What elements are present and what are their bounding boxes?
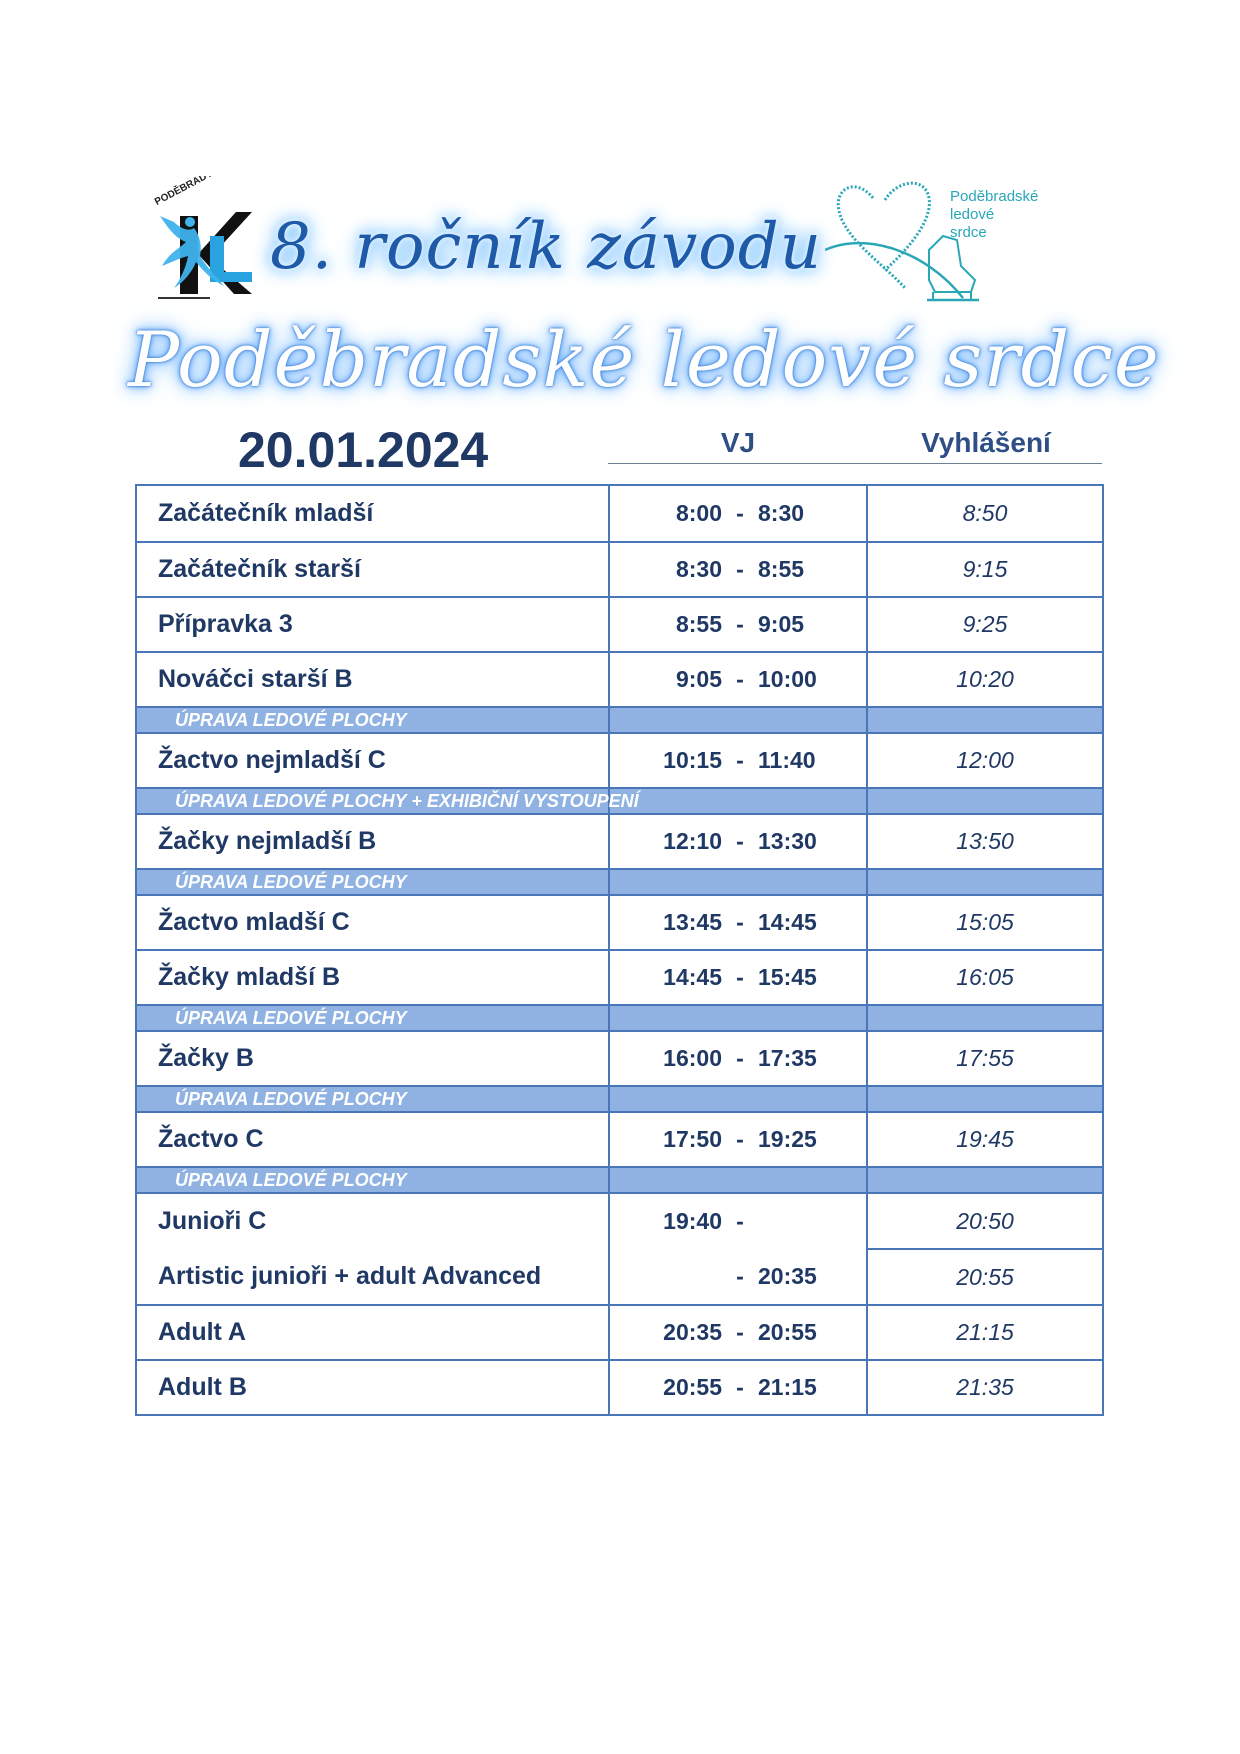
award-time: 17:55 (956, 1045, 1014, 1071)
award-cell (868, 1361, 1102, 1414)
award-cell (868, 734, 1102, 787)
break-cell (137, 708, 610, 732)
category-name: Žačky B (158, 1044, 254, 1072)
end-time: 17:35 (758, 1045, 817, 1071)
category-cell (137, 951, 610, 1004)
category-cell (137, 1194, 610, 1304)
award-cell (868, 1032, 1102, 1085)
category-name: Žactvo C (158, 1125, 264, 1153)
time-dash: - (736, 556, 744, 582)
break-award-cell (868, 1006, 1102, 1030)
break-award-cell (868, 789, 1102, 813)
break-time-cell (610, 1087, 868, 1111)
time-dash: - (736, 666, 744, 692)
ice-resurfacing-row (137, 1085, 1102, 1111)
award-cell (868, 598, 1102, 651)
time-dash: - (736, 500, 744, 526)
end-time: 21:15 (758, 1374, 817, 1400)
break-cell (137, 789, 639, 813)
award-time: 8:50 (962, 500, 1008, 526)
category-cell (137, 486, 610, 541)
award-time: 19:45 (956, 1126, 1014, 1152)
end-time: 15:45 (758, 964, 817, 990)
award-cell (868, 951, 1102, 1004)
table-row (137, 1111, 1102, 1166)
time-dash: - (736, 1045, 744, 1071)
category-name: Adult B (158, 1373, 247, 1401)
award-time: 10:20 (956, 666, 1014, 692)
award-cell (868, 896, 1102, 949)
table-row (137, 1359, 1102, 1414)
start-time: 20:55 (663, 1374, 722, 1400)
table-row (137, 1030, 1102, 1085)
category-name: Žačky nejmladší B (158, 827, 377, 855)
category-name: Žactvo nejmladší C (158, 746, 386, 774)
table-row (137, 486, 1102, 541)
category-name: Adult A (158, 1318, 246, 1346)
table-row (137, 651, 1102, 706)
time-cell (610, 1194, 868, 1304)
time-dash: - (736, 1319, 744, 1345)
logo-text: PODĚBRADY (153, 176, 215, 208)
category-name: Žactvo mladší C (158, 908, 350, 936)
schedule-table (135, 484, 1104, 1416)
award-time: 16:05 (956, 964, 1014, 990)
category-cell (137, 896, 610, 949)
table-row (137, 1304, 1102, 1359)
category-cell (137, 734, 610, 787)
category-cell (137, 598, 610, 651)
break-label: ÚPRAVA LEDOVÉ PLOCHY (175, 1088, 407, 1109)
start-time: 9:05 (675, 666, 722, 692)
end-time: 8:30 (758, 500, 805, 526)
table-row (137, 732, 1102, 787)
start-time: 8:55 (675, 611, 722, 637)
break-time-cell (610, 789, 868, 813)
start-time: 14:45 (663, 964, 722, 990)
logo-line-3: srdce (950, 224, 987, 241)
time-cell (610, 543, 868, 596)
award-cell (868, 543, 1102, 596)
ice-resurfacing-row (137, 868, 1102, 894)
category-name: Začátečník starší (158, 555, 361, 583)
category-name: Junioři C (158, 1207, 267, 1235)
time-cell (610, 951, 868, 1004)
start-time: 8:00 (675, 500, 722, 526)
end-time: 8:55 (758, 556, 805, 582)
break-award-cell (868, 1087, 1102, 1111)
break-award-cell (868, 1168, 1102, 1192)
start-time: 19:40 (663, 1208, 722, 1234)
end-time: 19:25 (758, 1126, 817, 1152)
break-label: ÚPRAVA LEDOVÉ PLOCHY (175, 1007, 407, 1028)
table-row (137, 541, 1102, 596)
club-logo (140, 176, 270, 308)
break-award-cell (868, 708, 1102, 732)
category-cell (137, 653, 610, 706)
header-divider (608, 463, 1102, 464)
award-cell (868, 815, 1102, 868)
time-cell (610, 1306, 868, 1359)
break-label: ÚPRAVA LEDOVÉ PLOCHY (175, 871, 407, 892)
break-cell (137, 870, 610, 894)
break-time-cell (610, 1168, 868, 1192)
award-time: 12:00 (956, 747, 1014, 773)
category-cell (137, 815, 610, 868)
time-cell (610, 1113, 868, 1166)
break-label: ÚPRAVA LEDOVÉ PLOCHY (175, 709, 407, 730)
break-cell (137, 1087, 610, 1111)
end-time: 10:00 (758, 666, 817, 692)
time-cell (610, 1032, 868, 1085)
time-dash: - (736, 828, 744, 854)
start-time: 10:15 (663, 747, 722, 773)
category-name: Nováčci starší B (158, 665, 353, 693)
time-dash: - (736, 611, 744, 637)
time-cell (610, 1361, 868, 1414)
award-cell (868, 486, 1102, 541)
category-name: Začátečník mladší (158, 499, 374, 527)
start-time: 13:45 (663, 909, 722, 935)
category-cell (137, 543, 610, 596)
time-dash: - (736, 1208, 744, 1234)
event-subtitle: 8. ročník závodu (270, 210, 822, 284)
award-time: 9:25 (962, 611, 1008, 637)
award-time: 20:55 (956, 1263, 1014, 1290)
event-date: 20.01.2024 (238, 422, 489, 478)
column-header-award: Vyhlášení (921, 427, 1051, 458)
table-row (137, 949, 1102, 1004)
start-time: 20:35 (663, 1319, 722, 1345)
end-time: 13:30 (758, 828, 817, 854)
start-time: 12:10 (663, 828, 722, 854)
event-logo (825, 170, 1065, 320)
event-title: Poděbradské ledové srdce (128, 315, 1160, 404)
category-cell (137, 1361, 610, 1414)
time-dash: - (736, 964, 744, 990)
award-time: 9:15 (962, 556, 1008, 582)
end-time: 20:35 (758, 1263, 817, 1289)
logo-line-2: ledové (950, 206, 995, 223)
time-dash: - (736, 747, 744, 773)
time-cell (610, 653, 868, 706)
award-time: 21:15 (956, 1319, 1014, 1345)
end-time: 9:05 (758, 611, 805, 637)
end-time: 20:55 (758, 1319, 817, 1345)
award-time: 13:50 (956, 828, 1014, 854)
time-cell (610, 734, 868, 787)
award-cell (868, 1306, 1102, 1359)
time-dash: - (736, 1263, 744, 1289)
time-cell (610, 598, 868, 651)
table-row (137, 894, 1102, 949)
start-time: 16:00 (663, 1045, 722, 1071)
table-row (137, 596, 1102, 651)
award-cell (868, 653, 1102, 706)
award-time: 21:35 (956, 1374, 1014, 1400)
ice-resurfacing-row (137, 1004, 1102, 1030)
time-dash: - (736, 1126, 744, 1152)
ice-resurfacing-row (137, 706, 1102, 732)
break-time-cell (610, 708, 868, 732)
category-name: Artistic junioři + adult Advanced (158, 1262, 542, 1290)
logo-line-1: Poděbradské (950, 188, 1039, 205)
break-cell (137, 1168, 610, 1192)
time-cell (610, 486, 868, 541)
award-cell (868, 1194, 1102, 1304)
award-time: 15:05 (956, 909, 1014, 935)
start-time: 8:30 (675, 556, 722, 582)
category-cell (137, 1032, 610, 1085)
category-name: Žačky mladší B (158, 963, 341, 991)
category-cell (137, 1306, 610, 1359)
break-time-cell (610, 1006, 868, 1030)
ice-resurfacing-row (137, 787, 1102, 813)
end-time: 11:40 (758, 747, 816, 773)
time-cell (610, 896, 868, 949)
start-time: 17:50 (663, 1126, 722, 1152)
award-time: 20:50 (956, 1207, 1014, 1234)
end-time: 14:45 (758, 909, 817, 935)
break-label: ÚPRAVA LEDOVÉ PLOCHY + EXHIBIČNÍ VYSTOUPENÍ (175, 790, 639, 811)
table-row (137, 813, 1102, 868)
time-dash: - (736, 909, 744, 935)
table-row-merged (137, 1192, 1102, 1304)
time-cell (610, 815, 868, 868)
category-cell (137, 1113, 610, 1166)
break-time-cell (610, 870, 868, 894)
award-cell (868, 1113, 1102, 1166)
time-dash: - (736, 1374, 744, 1400)
ice-resurfacing-row (137, 1166, 1102, 1192)
skater-logo-icon (140, 176, 270, 308)
category-name: Přípravka 3 (158, 610, 293, 638)
break-award-cell (868, 870, 1102, 894)
break-label: ÚPRAVA LEDOVÉ PLOCHY (175, 1169, 407, 1190)
break-cell (137, 1006, 610, 1030)
column-header-vj: VJ (720, 427, 756, 458)
